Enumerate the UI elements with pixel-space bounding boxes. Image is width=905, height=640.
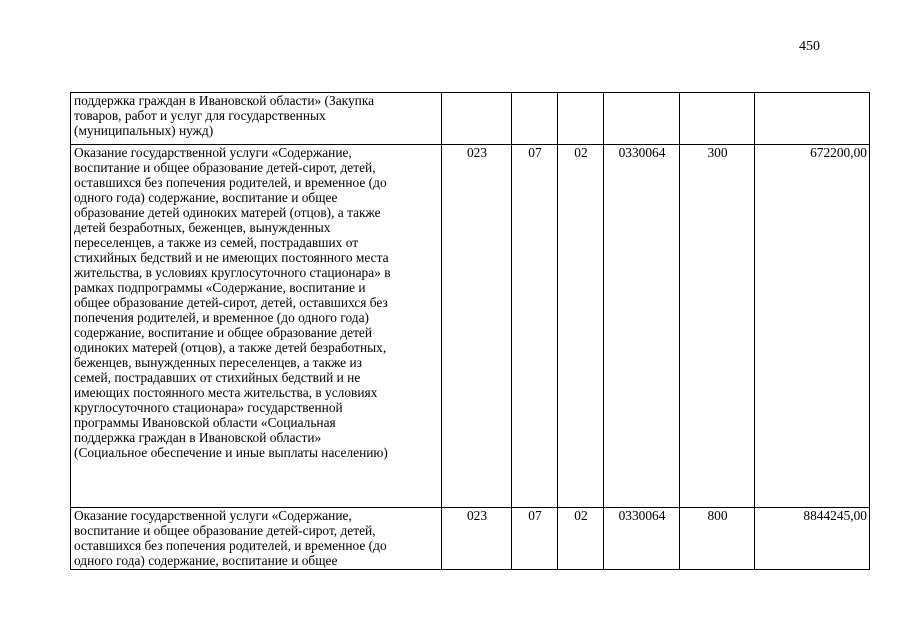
subsection-code-cell: 02 (558, 508, 604, 570)
budget-table (70, 92, 870, 570)
expense-type-cell (680, 93, 755, 145)
ministry-code-cell (442, 93, 512, 145)
subsection-code-cell: 02 (558, 145, 604, 508)
amount-cell: 672200,00 (755, 145, 870, 508)
amount-cell (755, 93, 870, 145)
target-article-cell (604, 93, 680, 145)
ministry-code-cell: 023 (442, 508, 512, 570)
row-description: поддержка граждан в Ивановской области» (Закупка товаров, работ и услуг для государственных (муниципальных) нужд) (71, 93, 442, 145)
expense-type-cell: 300 (680, 145, 755, 508)
row-description: Оказание государственной услуги «Содержание, воспитание и общее образование детей-сирот, детей, оставшихся без попечения родителей, и временное (до одного года) содержание, воспитание и общее образование детей одиноких матерей (отцов), а также детей безработных, беженцев, вынужденных переселенцев, а также из семей, пострадавших от стихийных бедствий и не имеющих постоянного места жительства, в условиях круглосуточного стационара» в рамках подпрограммы «Содержание, воспитание и общее образование детей-сирот, детей, оставшихся без попечения родителей, и временное (до одного года) содержание, воспитание и общее образование детей одиноких матерей (отцов), а также детей безработных, беженцев, вынужденных переселенцев, а также из семей, пострадавших от стихийных бедствий и не имеющих постоянного места жительства, в условиях круглосуточного стационара» государственной программы Ивановской области «Социальная поддержка граждан в Ивановской области» (Социальное обеспечение и иные выплаты населению) (71, 145, 442, 508)
expense-type-cell: 800 (680, 508, 755, 570)
amount-cell: 8844245,00 (755, 508, 870, 570)
section-code-cell: 07 (512, 145, 558, 508)
section-code-cell: 07 (512, 508, 558, 570)
row-description: Оказание государственной услуги «Содержание, воспитание и общее образование детей-сирот, детей, оставшихся без попечения родителей, и временное (до одного года) содержание, воспитание и общее (71, 508, 442, 570)
table-row (71, 508, 870, 570)
target-article-cell: 0330064 (604, 145, 680, 508)
subsection-code-cell (558, 93, 604, 145)
table-row (71, 93, 870, 145)
ministry-code-cell: 023 (442, 145, 512, 508)
table-row (71, 145, 870, 508)
section-code-cell (512, 93, 558, 145)
page-number: 450 (799, 39, 820, 54)
target-article-cell: 0330064 (604, 508, 680, 570)
